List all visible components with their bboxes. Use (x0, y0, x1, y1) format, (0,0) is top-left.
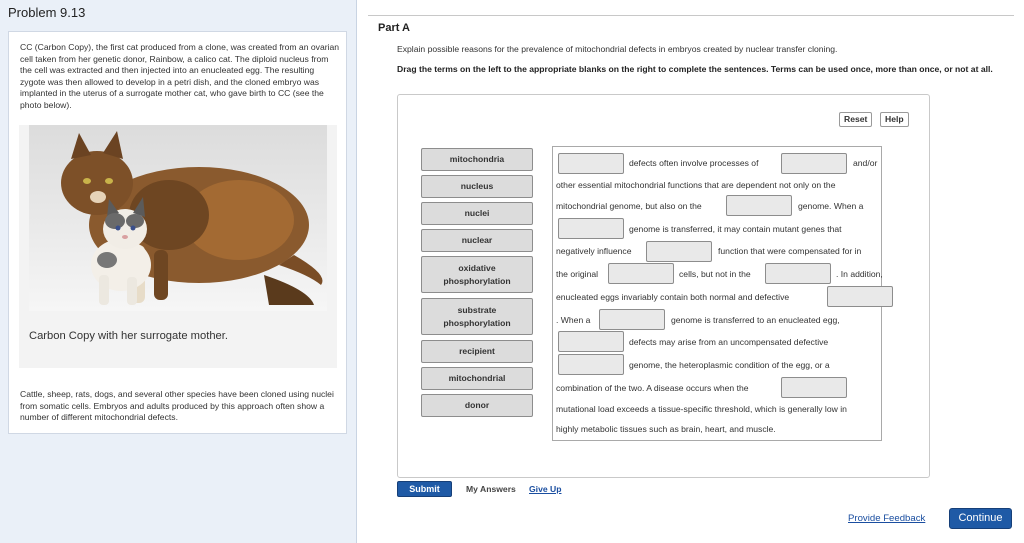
term-substrate-phosphorylation[interactable] (421, 298, 533, 335)
drop-blank-7[interactable] (765, 263, 831, 284)
drop-blank-11[interactable] (558, 354, 624, 375)
submit-button[interactable]: Submit (397, 481, 452, 497)
drop-blank-3[interactable] (726, 195, 792, 216)
my-answers-label[interactable]: My Answers (466, 484, 516, 494)
sentence-text: enucleated eggs invariably contain both normal and defective (556, 292, 790, 302)
drop-blank-10[interactable] (558, 331, 624, 352)
term-nucleus[interactable] (421, 175, 533, 198)
problem-outro: Cattle, sheep, rats, dogs, and several other species have been cloned using nuclei from somatic cells. Embryos and adults produced by this approach often show a number of different mitochondrial defects. (20, 389, 334, 423)
drop-blank-8[interactable] (827, 286, 893, 307)
drag-drop-area (397, 94, 930, 478)
drop-blank-4[interactable] (558, 218, 624, 239)
sentence-text: genome. When a (798, 201, 864, 211)
question-text: Explain possible reasons for the prevalence of mitochondrial defects in embryos created by nuclear transfer cloning. (397, 44, 838, 54)
sentence-text: genome is transferred, it may contain mutant genes that (629, 224, 842, 234)
term-label: substrate (457, 304, 497, 315)
term-label-line2: phosphorylation (443, 317, 511, 328)
drop-blank-12[interactable] (781, 377, 847, 398)
sentence-text: genome, the heteroplasmic condition of the egg, or a (629, 360, 830, 370)
sentence-text: function that were compensated for in (718, 246, 862, 256)
continue-button[interactable]: Continue (949, 508, 1012, 529)
term-label: recipient (459, 346, 495, 356)
drop-blank-1[interactable] (558, 153, 624, 174)
term-nuclei[interactable] (421, 202, 533, 225)
sentence-text: genome is transferred to an enucleated egg, (671, 315, 840, 325)
term-label: nuclei (464, 208, 490, 218)
sentence-text: . In addition, (836, 269, 883, 279)
sentence-text: defects often involve processes of (629, 158, 759, 168)
term-label: oxidative (458, 262, 496, 273)
term-donor[interactable] (421, 394, 533, 417)
drop-blank-2[interactable] (781, 153, 847, 174)
instructions-text: Drag the terms on the left to the appropriate blanks on the right to complete the sentences. Terms can be used once, more than once, or not at all. (397, 64, 993, 74)
term-mitochondria[interactable] (421, 148, 533, 171)
give-up-link[interactable]: Give Up (529, 484, 562, 494)
term-mitochondrial[interactable] (421, 367, 533, 390)
term-label-line2: phosphorylation (443, 275, 511, 286)
part-label: Part A (378, 22, 410, 34)
sentence-text: negatively influence (556, 246, 632, 256)
term-oxidative-phosphorylation[interactable] (421, 256, 533, 293)
problem-panel (0, 0, 357, 543)
term-label: nucleus (460, 181, 494, 191)
sentence-text: highly metabolic tissues such as brain, heart, and muscle. (556, 424, 776, 434)
drop-blank-9[interactable] (599, 309, 665, 330)
provide-feedback-link[interactable]: Provide Feedback (848, 513, 926, 524)
term-label: mitochondrial (448, 373, 506, 383)
term-label: nuclear (461, 235, 493, 245)
sentence-text: . When a (556, 315, 591, 325)
photo-caption: Carbon Copy with her surrogate mother. (29, 330, 228, 342)
term-label: donor (464, 400, 490, 410)
sentence-text: and/or (853, 158, 878, 168)
term-nuclear[interactable] (421, 229, 533, 252)
sentence-text: mutational load exceeds a tissue-specific threshold, which is generally low in (556, 404, 847, 414)
problem-title: Problem 9.13 (8, 5, 86, 20)
problem-intro: CC (Carbon Copy), the first cat produced from a clone, was created from an ovarian cell taken from her genetic donor, Rainbow, a calico cat. The diploid nucleus from the cell was extracted and then injected into an enucleated egg. The resulting zygote was then allowed to develop in a petri dish, and the cloned embryo was implanted in the uterus of a surrogate mother cat, who gave birth to CC (see the photo below). (20, 42, 340, 110)
sentence-text: combination of the two. A disease occurs when the (556, 383, 749, 393)
sentence-text: defects may arise from an uncompensated defective (629, 337, 829, 347)
sentence-text: other essential mitochondrial functions that are dependent not only on the (556, 180, 836, 190)
sentence-text: mitochondrial genome, but also on the (556, 201, 702, 211)
cat-photo-icon (29, 125, 327, 311)
term-label: mitochondria (449, 154, 505, 164)
term-recipient[interactable] (421, 340, 533, 363)
help-button[interactable]: Help (880, 112, 909, 127)
drop-blank-5[interactable] (646, 241, 712, 262)
sentence-panel (552, 146, 882, 441)
sentence-text: the original (556, 269, 599, 279)
reset-button[interactable]: Reset (839, 112, 872, 127)
sentence-text: cells, but not in the (679, 269, 751, 279)
problem-content (8, 31, 347, 434)
drop-blank-6[interactable] (608, 263, 674, 284)
photo-figure (19, 125, 337, 368)
part-divider (368, 15, 1014, 16)
